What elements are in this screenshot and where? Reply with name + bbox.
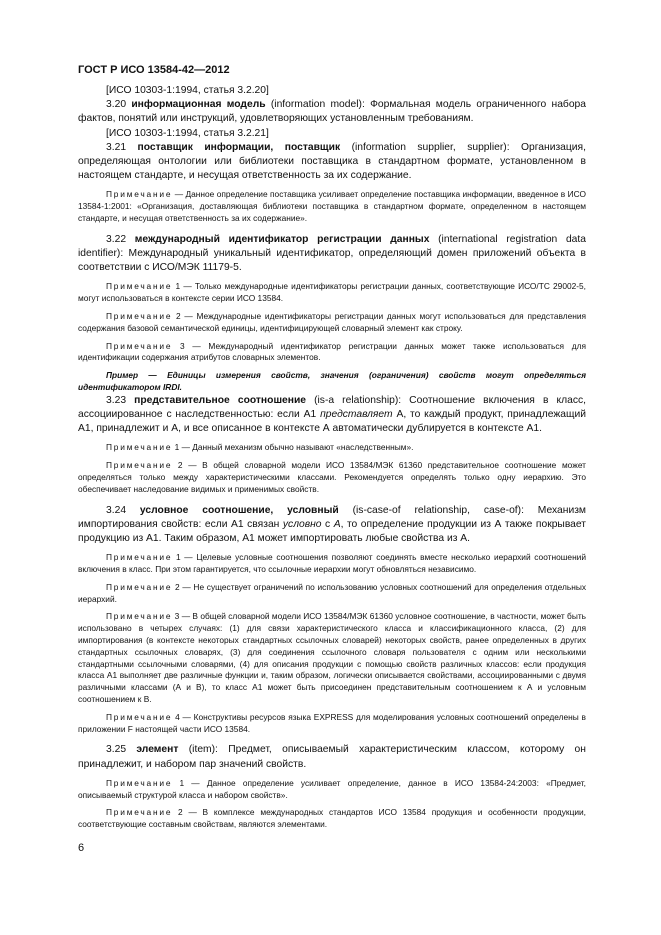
- note-label: Примечание: [106, 189, 173, 200]
- note-text: 2 — Не существует ограничений по использованию условных соотношений для определения отдельных иерархий.: [78, 581, 586, 604]
- example-label: Пример: [106, 370, 139, 381]
- term: информационная модель: [131, 99, 266, 111]
- note-text: 2 — Международные идентификаторы регистрации данных могут использоваться для представления содержания базовой семантической единицы, идентифицирующей словарный элемент как строку.: [78, 311, 586, 333]
- term: поставщик информации, поставщик: [137, 141, 341, 153]
- note-text: 1 — Данный механизм обычно называют «наследственным».: [172, 442, 414, 453]
- note-label: Примечание: [106, 552, 173, 563]
- note-label: Примечание: [106, 442, 173, 453]
- definition-text: (international registration data identifier): Международный уникальный идентификатор, определяющий домен приложений объекта в соответствии с ИСО/МЭК 11179-5.: [78, 233, 586, 274]
- note-text: 2 — В комплексе международных стандартов ИСО 13584 продукция и особенности продукции, соответствующие составным свойствам, являются элементами.: [78, 807, 586, 830]
- note-label: Примечание: [106, 777, 173, 788]
- note-label: Примечание: [106, 460, 173, 471]
- clause-number: 3.21: [106, 141, 127, 153]
- definition-text-end: А, то каждый продукт, принадлежащий А1, принадлежит и А, и все описанное в контексте А автоматически дублируется в контексте А1.: [78, 409, 586, 435]
- note-3-25-2: [78, 807, 586, 831]
- note-3-25-1: [78, 778, 586, 802]
- note-text: 3 — Международный идентификатор регистрации данных может также использоваться для идентификации содержания атрибутов словарных элементов.: [78, 340, 586, 363]
- term: международный идентификатор регистрации данных: [134, 233, 430, 245]
- note-label: Примечание: [106, 281, 173, 292]
- note-label: Примечание: [106, 340, 173, 351]
- definition-text: (is-case-of relationship, case-of): Механизм импортирования свойств: если А1 связан: [78, 504, 586, 530]
- definition-text: (information supplier, supplier): Организация, определяющая онтологии или библиотеки поставщика в стандартном формате, установленном в настоящем стандарте, и несущая ответственность за их содержание.: [78, 141, 586, 182]
- term: представительное соотношение: [134, 394, 307, 406]
- definition-text: (item): Предмет, описываемый характеристическим классом, которому он принадлежит, и набором пар значений свойств.: [78, 744, 586, 770]
- document-header: ГОСТ Р ИСО 13584-42—2012: [78, 64, 230, 76]
- note-3-21: [78, 189, 586, 224]
- term: условное соотношение, условный: [139, 504, 339, 516]
- reference-3-2-20: [ИСО 10303-1:1994, статья 3.2.20]: [106, 85, 269, 96]
- note-text: — Данное определение поставщика усиливает определение поставщика информации, введенное в ИСО 13584-1:2001: «Организация, доставляющая библиотеки поставщика в стандартном формате, определенном в настоящем стандарте, и несущая ответственность за их содержание».: [78, 189, 586, 224]
- example-3-22: [78, 370, 586, 394]
- note-label: Примечание: [106, 581, 173, 592]
- definition-3-24: [78, 504, 586, 547]
- note-3-23-1: [78, 442, 586, 454]
- definition-3-22: [78, 233, 586, 276]
- note-label: Примечание: [106, 311, 173, 322]
- definition-italic: условно: [282, 518, 322, 530]
- definition-text-mid: с: [321, 518, 334, 530]
- clause-number: 3.25: [106, 744, 127, 756]
- definition-text: (information model): Формальная модель ограниченного набора фактов, понятий или инструкций, удовлетворяющих установленным требованиям.: [78, 99, 586, 125]
- note-3-22-2: [78, 311, 586, 335]
- note-text: 1 — Данное определение усиливает определение, данное в ИСО 13584-24:2003: «Предмет, описываемый структурой класса и набором свойств».: [78, 777, 586, 800]
- note-3-23-2: [78, 460, 586, 495]
- definition-3-21: [78, 141, 586, 184]
- note-text: 4 — Конструктивы ресурсов языка EXPRESS для моделирования условных соотношений определены в приложении F настоящей части ИСО 13584.: [78, 711, 586, 734]
- clause-number: 3.20: [106, 99, 127, 111]
- definition-italic-2: А: [333, 518, 341, 530]
- definition-text-end: , то определение продукции из А также покрывает продукцию из А1. Таким образом, А1 может импортировать любые свойства из А.: [78, 518, 587, 544]
- note-text: 1 — Только международные идентификаторы регистрации данных, соответствующие ИСО/ТС 29002-5, могут использоваться в контексте серии ИСО 13584.: [78, 281, 586, 304]
- definition-3-23: [78, 394, 586, 437]
- note-label: Примечание: [106, 611, 173, 622]
- note-3-22-1: [78, 281, 586, 305]
- reference-3-2-21: [ИСО 10303-1:1994, статья 3.2.21]: [106, 127, 269, 139]
- clause-number: 3.24: [106, 504, 127, 516]
- definition-text: (is-a relationship): Соотношение включения в класс, ассоциированное с наследственностью: если А1: [78, 394, 586, 420]
- definition-3-25: [78, 743, 586, 771]
- note-3-24-2: [78, 582, 586, 606]
- note-3-22-3: [78, 341, 586, 365]
- clause-number: 3.22: [106, 233, 127, 245]
- note-3-24-4: [78, 712, 586, 736]
- definition-italic: представляет: [320, 409, 393, 420]
- note-3-24-3: [78, 611, 586, 705]
- page-number: 6: [78, 842, 85, 854]
- note-3-24-1: [78, 552, 586, 576]
- note-label: Примечание: [106, 807, 173, 818]
- document-body: [78, 84, 586, 831]
- note-text: 1 — Целевые условные соотношения позволяют соединять вместе несколько иерархий соотношений включения в класс. При этом гарантируется, что ссылочные иерархии могут обновляться независимо.: [78, 552, 586, 574]
- note-label: Примечание: [106, 711, 173, 722]
- clause-number: 3.23: [106, 394, 127, 406]
- note-text: 3 — В общей словарной модели ИСО 13584/МЭК 61360 условное соотношение, в частности, может быть использовано в четырех случаях: (1) для связи характеристического класса и классификационного класса, (2) для импортирования (в контексте некоторых стандартных ссылочных словарей) некоторых свойств, ранее определенных в других стандартных ссылочных словарях, (3) для соединения ссылочного словаря пользователя с одним или несколькими стандартными ссылочными словарями, (4) для описания продукции с помощью свойств различных классов: если продукция класса А1 выполняет две различные функции и, таким образом, логически описывается свойствами, ассоциированными с двумя различными классами (А и В), то класс А1 может быть присоединен представительным соотношением к А и условным соотношением к В.: [78, 611, 586, 704]
- definition-3-20: [78, 98, 586, 126]
- example-text: — Единицы измерения свойств, значения (ограничения) свойств могут определяться идентификатором IRDI.: [78, 370, 586, 392]
- note-text: 2 — В общей словарной модели ИСО 13584/МЭК 61360 представительное соотношение может определяться только между характеристическими классами. Рекомендуется определять только одну иерархию. Это обеспечивает наследование видимых и применимых свойств.: [78, 460, 586, 494]
- term: элемент: [136, 744, 179, 756]
